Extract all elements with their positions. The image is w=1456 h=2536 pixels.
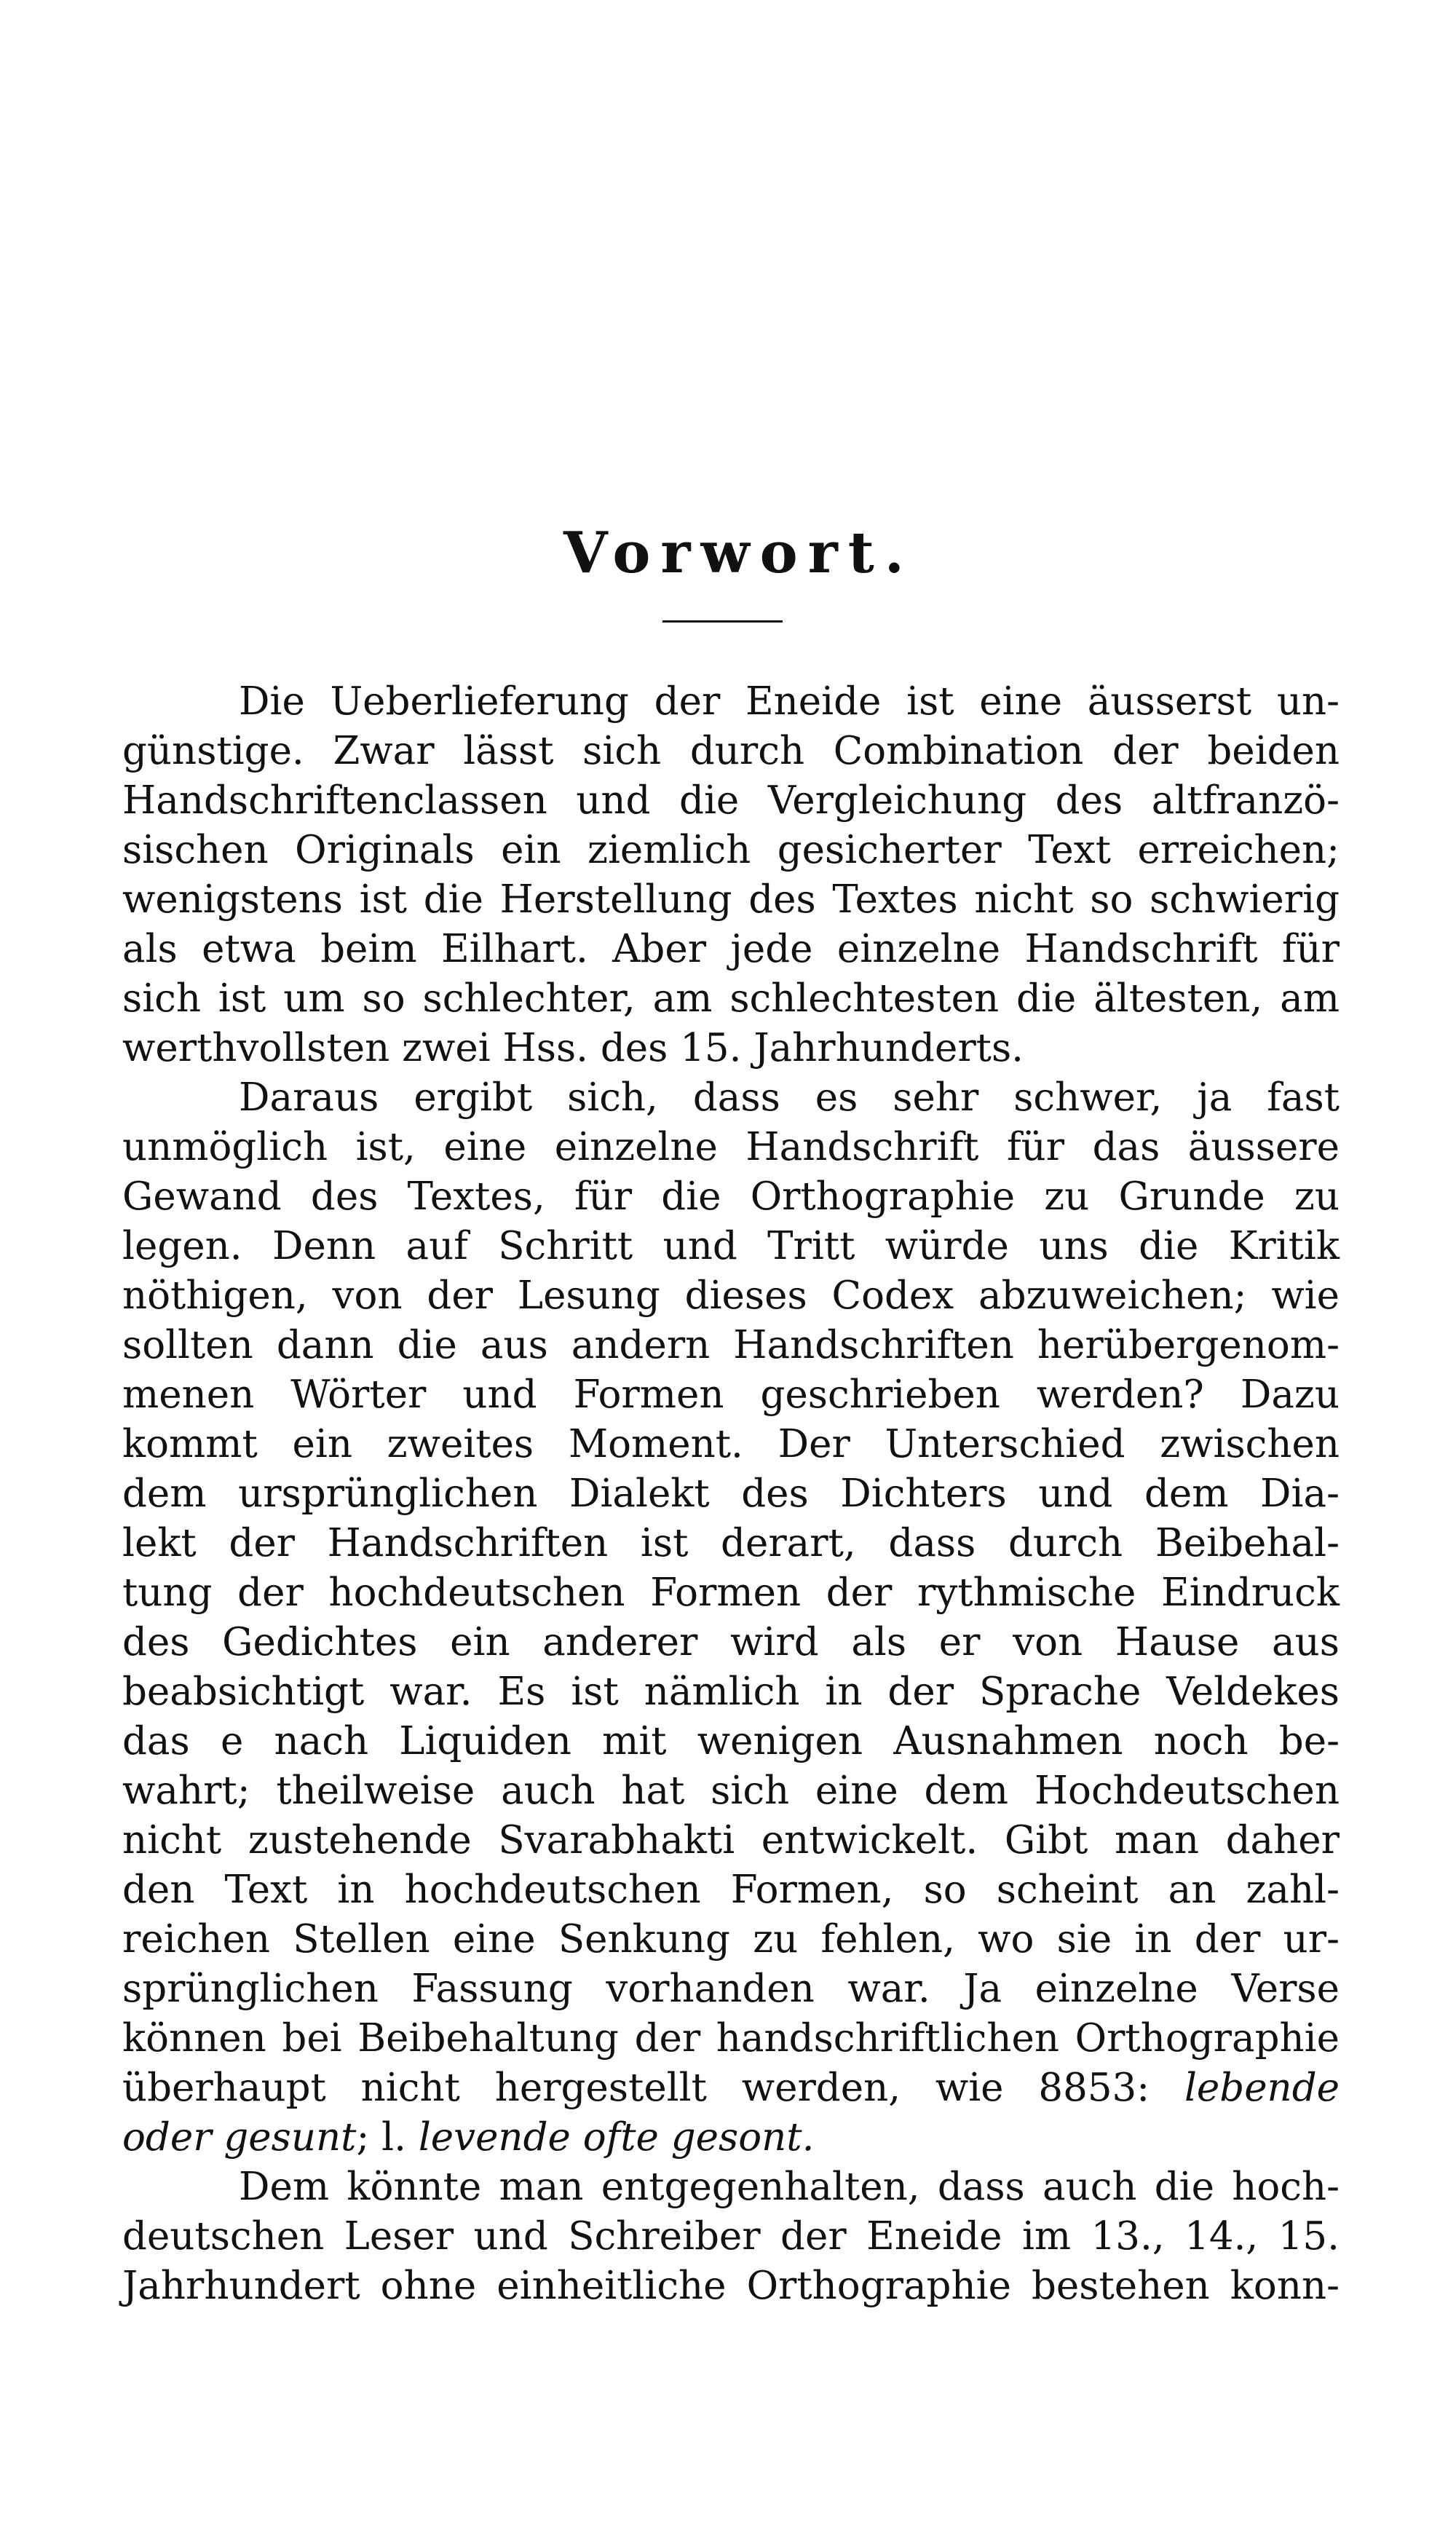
text-line (122, 1123, 1340, 1172)
line-text: lekt der Handschriften ist derart, dass durch Beibehal- (122, 1521, 1340, 1565)
text-line (122, 776, 1340, 826)
text-line (122, 1271, 1340, 1321)
line-text: nicht zustehende Svarabhakti entwickelt. Gibt man daher (122, 1818, 1340, 1863)
text-line (122, 1667, 1340, 1717)
text-line (122, 1816, 1340, 1865)
line-text: können bei Beibehaltung der handschriftlichen Orthographie (122, 2016, 1340, 2061)
page-title: Vorwort. (563, 520, 914, 586)
line-text: sischen Originals ein ziemlich gesicherter Text erreichen; (122, 828, 1340, 872)
line-text: Jahrhundert ohne einheitliche Orthographie bestehen konn- (122, 2264, 1340, 2308)
line-text: Dem könnte man entgegenhalten, dass auch die hoch- (239, 2165, 1340, 2209)
line-text: sprünglichen Fassung vorhanden war. Ja einzelne Verse (122, 1967, 1340, 2011)
text-line (122, 1618, 1340, 1667)
line-text: sich ist um so schlechter, am schlechtesten die ältesten, am (122, 976, 1340, 1021)
text-line (122, 1766, 1340, 1816)
line-text: tung der hochdeutschen Formen der rythmische Eindruck (122, 1571, 1340, 1615)
line-text: überhaupt nicht hergestellt werden, wie 8853: (122, 2066, 1150, 2110)
text-line (122, 1568, 1340, 1618)
line-text: menen Wörter und Formen geschrieben werden? Dazu (122, 1372, 1340, 1417)
text-line (122, 1172, 1340, 1222)
text-line (122, 2014, 1340, 2063)
text-line (122, 1964, 1340, 2014)
body-text (122, 677, 1340, 2311)
text-line (122, 875, 1340, 925)
line-text: sollten dann die aus andern Handschriften herübergenom- (122, 1323, 1340, 1367)
text-line (122, 1717, 1340, 1766)
line-text: ; l. (356, 2115, 419, 2160)
line-text: den Text in hochdeutschen Formen, so scheint an zahl- (122, 1868, 1340, 1912)
text-line (122, 2212, 1340, 2262)
line-text: beabsichtigt war. Es ist nämlich in der Sprache Veldekes (122, 1670, 1340, 1714)
text-line (122, 1519, 1340, 1568)
text-line (122, 826, 1340, 875)
line-text: werthvollsten zwei Hss. des 15. Jahrhunderts. (122, 1026, 1024, 1070)
line-text: des Gedichtes ein anderer wird als er von Hause aus (122, 1620, 1340, 1664)
text-line (122, 1420, 1340, 1469)
text-line (122, 2162, 1340, 2212)
text-line (122, 677, 1340, 727)
line-text: kommt ein zweites Moment. Der Unterschied zwischen (122, 1422, 1340, 1466)
text-line (122, 1915, 1340, 1964)
italic-text: lebende (1184, 2066, 1340, 2110)
text-line (122, 1370, 1340, 1420)
text-line (122, 1073, 1340, 1123)
text-line (122, 2262, 1340, 2311)
line-text: günstige. Zwar lässt sich durch Combination der beiden (122, 729, 1340, 773)
line-text: legen. Denn auf Schritt und Tritt würde uns die Kritik (122, 1224, 1340, 1268)
text-line (122, 2063, 1340, 2113)
line-text: wenigstens ist die Herstellung des Textes nicht so schwierig (122, 877, 1340, 922)
line-text: Daraus ergibt sich, dass es sehr schwer, ja fast (239, 1075, 1340, 1120)
line-text: als etwa beim Eilhart. Aber jede einzelne Handschrift für (122, 927, 1340, 971)
line-text: reichen Stellen eine Senkung zu fehlen, wo sie in der ur- (122, 1917, 1340, 1962)
text-line (122, 2113, 1340, 2162)
line-text: Handschriftenclassen und die Vergleichung des altfranzö- (122, 778, 1340, 823)
line-text: nöthigen, von der Lesung dieses Codex abzuweichen; wie (122, 1273, 1340, 1318)
text-line (122, 727, 1340, 776)
line-text: Die Ueberlieferung der Eneide ist eine äusserst un- (239, 679, 1340, 724)
title-divider (662, 620, 783, 623)
line-text: wahrt; theilweise auch hat sich eine dem Hochdeutschen (122, 1769, 1340, 1813)
line-text: Gewand des Textes, für die Orthographie zu Grunde zu (122, 1174, 1340, 1219)
italic-text: oder gesunt (122, 2115, 357, 2160)
line-text: unmöglich ist, eine einzelne Handschrift für das äussere (122, 1125, 1340, 1169)
text-line (122, 1469, 1340, 1519)
text-line (122, 925, 1340, 974)
line-text: deutschen Leser und Schreiber der Eneide im 13., 14., 15. (122, 2214, 1340, 2259)
text-line (122, 1865, 1340, 1915)
text-line (122, 1321, 1340, 1370)
text-line (122, 1024, 1340, 1073)
text-line (122, 1222, 1340, 1271)
line-text: dem ursprünglichen Dialekt des Dichters und dem Dia- (122, 1472, 1340, 1516)
line-text: das e nach Liquiden mit wenigen Ausnahmen noch be- (122, 1719, 1340, 1763)
text-line (122, 974, 1340, 1024)
italic-text: levende ofte gesont. (418, 2115, 815, 2160)
